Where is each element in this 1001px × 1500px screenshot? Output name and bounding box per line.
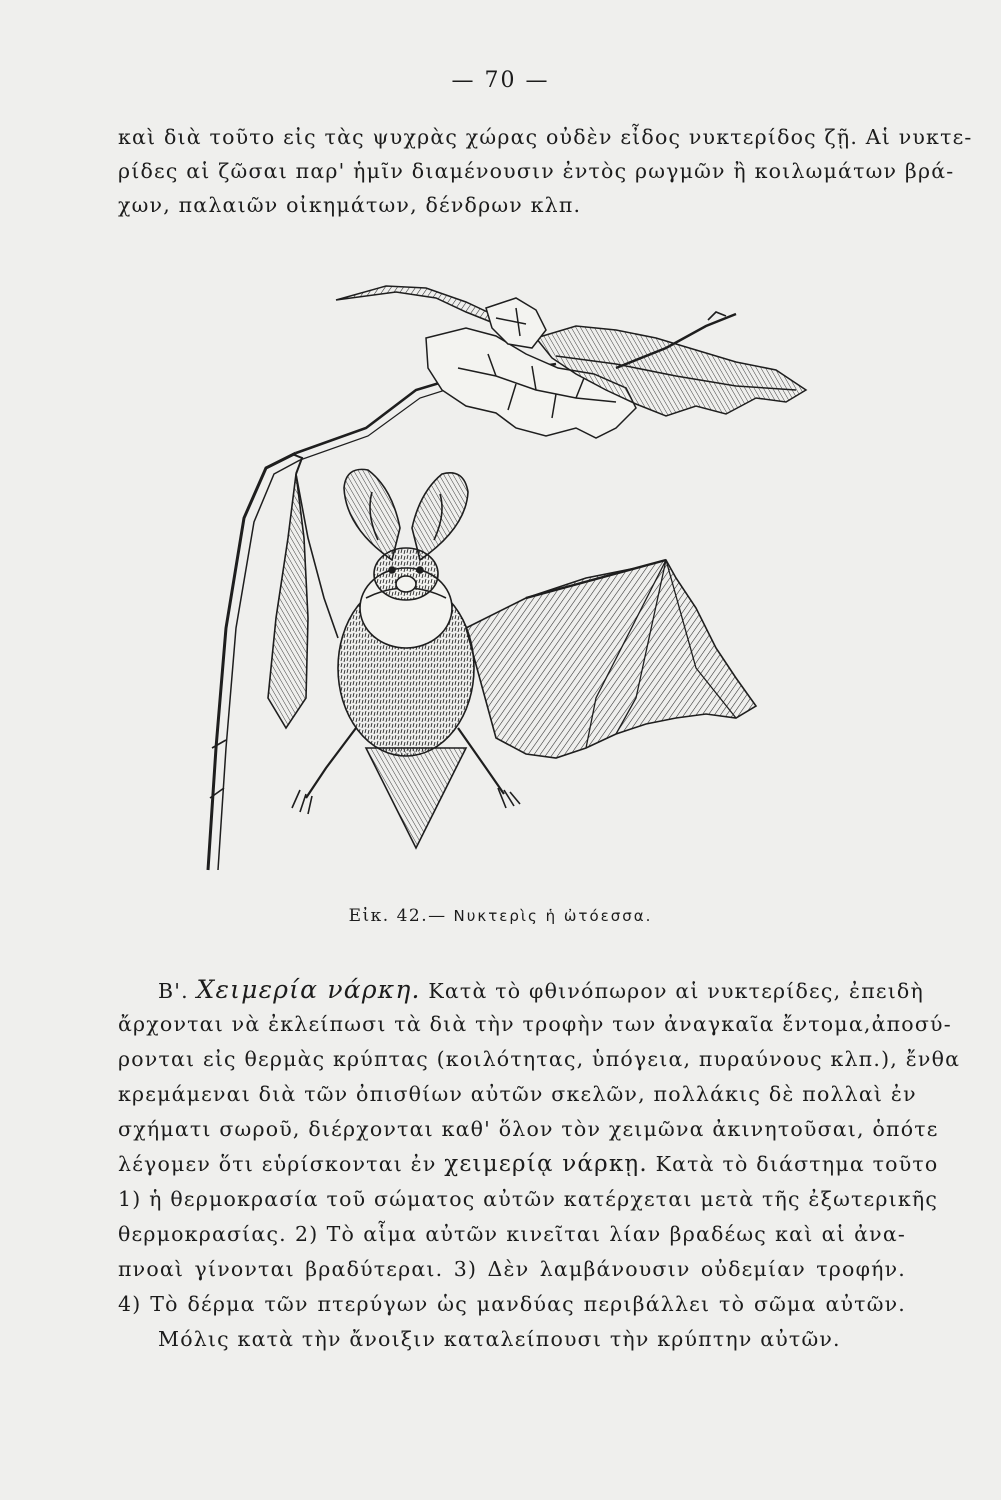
text-line: θερμοκρασίας. 2) Τὸ αἷμα αὐτῶν κινεῖται λίαν βραδέως καὶ αἱ ἀνα-	[118, 1222, 906, 1246]
text-line: σχήματι σωροῦ, διέρχονται καθ' ὅλον τὸν χειμῶνα ἀκινητοῦσαι, ὁπότε	[118, 1117, 939, 1141]
section-title: Χειμερία νάρκη.	[196, 975, 421, 1004]
text-line: χων, παλαιῶν οἰκημάτων, δένδρων κλπ.	[118, 193, 582, 217]
text-fragment: Μόλις κατὰ τὴν ἄνοιξιν καταλείπουσι τὴν κρύπτην αὐτῶν.	[158, 1327, 841, 1351]
text-line: κρεμάμεναι διὰ τῶν ὀπισθίων αὐτῶν σκελῶν, πολλάκις δὲ πολλαὶ ἐν	[118, 1082, 917, 1106]
text-line: πνοαὶ γίνονται βραδύτεραι. 3) Δὲν λαμβάνουσιν οὐδεμίαν τροφήν.	[118, 1257, 906, 1281]
page-number: — 70 —	[451, 68, 550, 93]
text-fragment: Κατὰ τὸ φθινόπωρον αἱ νυκτερίδες, ἐπειδὴ	[428, 979, 924, 1003]
text-line: 1) ἡ θερμοκρασία τοῦ σώματος αὐτῶν κατέρχεται μετὰ τῆς ἐξωτερικῆς	[118, 1187, 939, 1211]
text-line	[118, 972, 924, 1007]
caption-number: Εἰκ. 42.—	[348, 906, 447, 926]
text-line: ρίδες αἱ ζῶσαι παρ' ἡμῖν διαμένουσιν ἐντὸς ρωγμῶν ἢ κοιλωμάτων βρά-	[118, 159, 955, 183]
text-fragment: λέγομεν ὅτι εὑρίσκονται ἐν	[118, 1152, 437, 1176]
text-line: καὶ διὰ τοῦτο εἰς τὰς ψυχρὰς χώρας οὐδὲν εἶδος νυκτερίδος ζῇ. Αἱ νυκτε-	[118, 125, 973, 149]
text-line	[118, 1147, 939, 1182]
top-paragraph	[118, 120, 973, 222]
section-label: Β'.	[158, 979, 189, 1003]
text-fragment: Κατὰ τὸ διάστημα τοῦτο	[655, 1152, 939, 1176]
text-line	[118, 1322, 906, 1357]
bat-illustration	[196, 278, 836, 878]
text-line: ρονται εἰς θερμὰς κρύπτας (κοιλότητας, ὑπόγεια, πυραύνους κλπ.), ἔνθα	[118, 1047, 961, 1071]
text-line: 4) Τὸ δέρμα τῶν πτερύγων ὡς μανδύας περιβάλλει τὸ σῶμα αὐτῶν.	[118, 1292, 906, 1316]
caption-title: Νυκτερὶς ἡ ὠτόεσσα.	[453, 907, 653, 925]
oak-leaves	[336, 286, 806, 438]
bat	[268, 454, 756, 848]
text-line: ἄρχονται νὰ ἐκλείπωσι τὰ διὰ τὴν τροφὴν των ἀναγκαῖα ἔντομα,ἀποσύ-	[118, 1012, 952, 1036]
highlighted-term: χειμερίᾳ νάρκῃ.	[444, 1151, 648, 1177]
bottom-paragraph	[118, 972, 961, 1357]
figure-caption	[0, 906, 1001, 926]
